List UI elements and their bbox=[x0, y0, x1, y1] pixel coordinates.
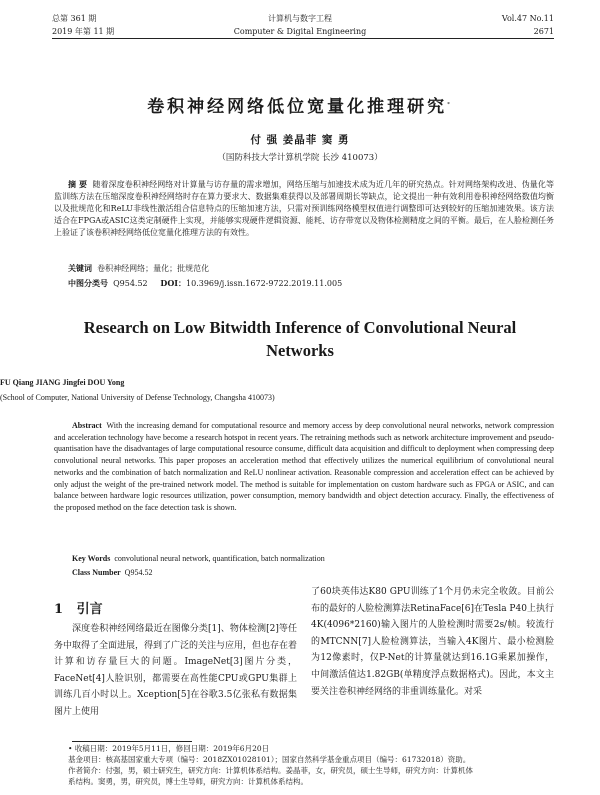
en-keywords-label: Key Words bbox=[72, 554, 111, 563]
cn-affiliation: （国防科技大学计算机学院 长沙 410073） bbox=[217, 153, 383, 163]
header-issue-year: 2019 年第 11 期 bbox=[52, 27, 115, 36]
cn-abstract-label: 摘 要 bbox=[68, 179, 88, 189]
cn-title-footnote-mark: * bbox=[447, 101, 453, 108]
cn-doi-label: DOI： bbox=[160, 278, 187, 288]
en-abstract-label: Abstract bbox=[72, 421, 102, 430]
body-right-column: 了60块英伟达K80 GPU训练了1个月仍未完全收敛。目前公布的最好的人脸检测算法RetinaFace[6]在Tesla P40上执行4K(4096*2160)输入图片的人脸检测时需要2s/帧。较流行的MTCNN[7]人脸检测算法，当输入4K图片、最小检测脸为12像素时，仅P-Net的计算量就达到16.1G乘累加操作，中间激活值达1.82GB(单精度浮点数据格式)。因此，本文主要关注卷积神经网络的非重训练量化。对采 bbox=[311, 587, 554, 697]
en-affiliation: (School of Computer, National University of Defense Technology, Changsha 410073) bbox=[0, 393, 275, 402]
en-title-line2: Networks bbox=[266, 341, 334, 360]
en-authors: FU Qiang JIANG Jingfei DOU Yong bbox=[0, 378, 125, 387]
en-class-label: Class Number bbox=[72, 568, 121, 577]
body-left-column: 深度卷积神经网络最近在图像分类[1]、物体检测[2]等任务中取得了全面进展，得到了广泛的关注与应用，但也存在着计算和访存量巨大的问题。ImageNet[3]图片分类，FaceNet[4]人脸识别，都需要在高性能CPU或GPU集群上训练几百小时以上。Xception[5]在谷歌3.5亿张私有数据集图片上使用 bbox=[54, 624, 298, 717]
cn-keywords bbox=[68, 262, 548, 275]
footnote-authors-line2: 系结构。窦勇，男，研究员，博士生导师，研究方向：计算机体系结构。 bbox=[68, 777, 308, 786]
footnote-fund: 基金项目：核高基国家重大专项（编号：2018ZX01028101）；国家自然科学基金重点项目（编号：61732018）资助。 bbox=[68, 755, 471, 764]
cn-title bbox=[0, 92, 600, 117]
cn-title-text: 卷积神经网络低位宽量化推理研究 bbox=[147, 97, 448, 117]
section-heading bbox=[54, 598, 103, 617]
en-keywords-text: convolutional neural network, quantification, batch normalization bbox=[114, 554, 325, 563]
cn-classification bbox=[68, 277, 548, 290]
footnote-rule bbox=[72, 741, 192, 742]
header-rule bbox=[52, 38, 554, 39]
en-class-value: Q954.52 bbox=[124, 568, 153, 577]
footnote-received: • 收稿日期：2019年5月11日，修回日期：2019年6月20日 bbox=[68, 744, 270, 753]
cn-keywords-text: 卷积神经网络；量化；批规范化 bbox=[97, 264, 210, 273]
cn-abstract-text: 随着深度卷积神经网络对计算量与访存量的需求增加，网络压缩与加速技术成为近几年的研究热点。针对网络架构改进、伪量化等监训练方法在压缩深度卷积神经网络时存在算力要求大、数据集难获得以及部署周期长等缺点，论文提出一种有效利用卷积神经网络数值均衡以及批规范化和ReLU非线性激活组合信息特点的压缩加速方法，只需对预训练网络模型权值进行调整即可达到较好的压缩加速效果。该方法适合在FPGA或ASIC这类定制硬件上实现，并能够实现硬件逻辑资源、能耗、访存带宽以及物体检测精度之间的平衡。最后，在人脸检测任务上验证了该卷积神经网络低位宽量化推理方法的有效性。 bbox=[54, 180, 554, 237]
header-journal-cn: 计算机与数字工程 bbox=[268, 14, 332, 23]
cn-clc-label: 中图分类号 bbox=[68, 278, 108, 288]
header-issue-total: 总第 361 期 bbox=[52, 14, 97, 23]
cn-abstract bbox=[54, 178, 554, 239]
cn-authors: 付 强 姜晶菲 窦 勇 bbox=[250, 134, 350, 146]
en-title-line1: Research on Low Bitwidth Inference of Convolutional Neural bbox=[83, 318, 517, 337]
en-abstract bbox=[54, 420, 554, 514]
cn-clc-value: Q954.52 bbox=[113, 279, 148, 288]
footnote-authors-line1: 作者简介：付强，男，硕士研究生，研究方向：计算机体系结构。姜晶菲，女，研究员，硕士生导师，研究方向：计算机体 bbox=[68, 766, 473, 775]
cn-keywords-label: 关键词 bbox=[68, 263, 92, 273]
en-abstract-text: With the increasing demand for computational resource and memory access by deep convolutional neural networks, network compression and acceleration technology have become a research hotspot in recent years. The retraining methods such as network architecture improvement and pseudo-quantisation have the disadvantages of large computational resource consume, difficult data acquisition and difficult to deployment when compressing deep convolutional neural networks. This paper proposes an acceleration method that effectively utilizes the numerical equilibrium of convolutional neural networks and the combination of batch normalization and ReLU nonlinear activation. Reasonable compression and acceleration effect can be achieved by only adjust the weight of the pre-trained network model. The method is suitable for implementation on custom hardware such as FPGA or ASIC, and can balance between hardware logic resources utilization, power consumption, memory bandwidth and object detection accuracy. Finally, the effectiveness of the proposed method on the face detection task is shown. bbox=[54, 421, 555, 512]
section-title: 引言 bbox=[76, 602, 103, 617]
footnote-received-text: 收稿日期：2019年5月11日，修回日期：2019年6月20日 bbox=[74, 744, 270, 753]
section-number: 1 bbox=[54, 602, 64, 617]
header-page-number: 2671 bbox=[533, 27, 554, 36]
header-journal-en: Computer & Digital Engineering bbox=[233, 27, 367, 36]
en-class-number bbox=[72, 567, 542, 579]
header-volume: Vol.47 No.11 bbox=[501, 14, 554, 23]
en-keywords bbox=[72, 553, 542, 565]
cn-doi-value: 10.3969/j.issn.1672-9722.2019.11.005 bbox=[186, 279, 343, 288]
